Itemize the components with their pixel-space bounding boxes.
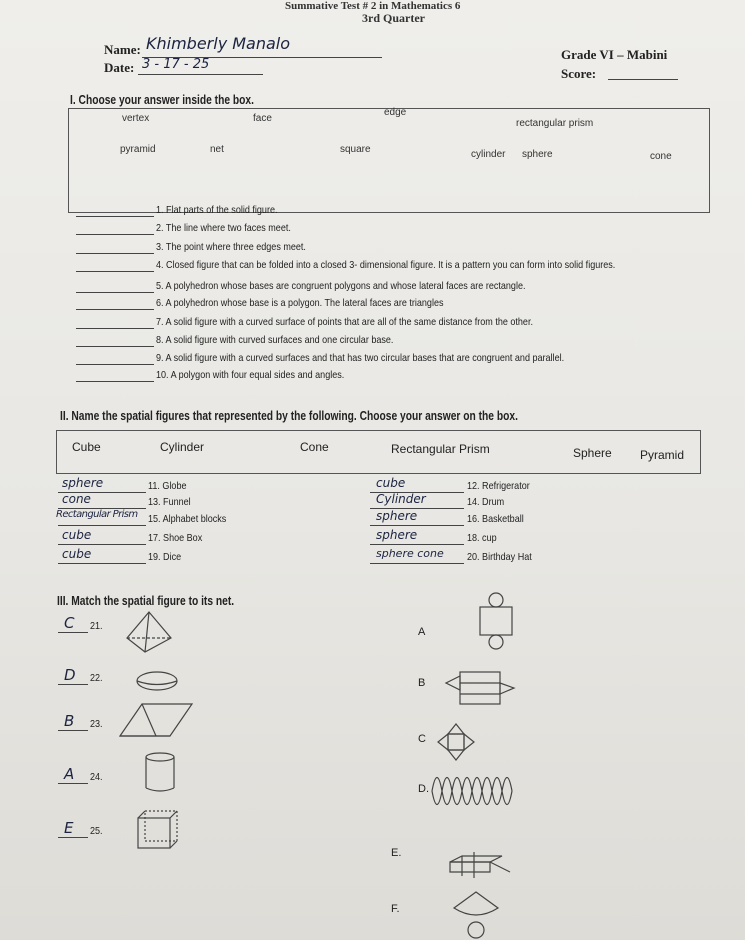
score-line xyxy=(608,79,678,80)
part2-item-label: 12. Refrigerator xyxy=(467,480,530,492)
part2-handwritten-answer: cube xyxy=(376,476,406,490)
question-4 xyxy=(156,259,615,271)
name-label: Name: xyxy=(104,42,141,57)
choice2-cylinder: Cylinder xyxy=(160,440,205,454)
question-2 xyxy=(156,222,291,234)
answer-line-7[interactable] xyxy=(76,328,154,329)
match-handwritten-answer: C xyxy=(64,614,75,632)
choice-sphere: sphere xyxy=(522,149,553,160)
question-text: Flat parts of the solid figure. xyxy=(166,204,278,216)
choice-cylinder: cylinder xyxy=(471,149,506,160)
match-handwritten-answer: E xyxy=(64,819,74,837)
net-a-cylinder xyxy=(476,590,516,652)
net-label-d: D. xyxy=(418,783,429,795)
match-item-number: 25. xyxy=(90,825,103,837)
match-item-number: 21. xyxy=(90,620,103,632)
question-8 xyxy=(156,334,393,346)
date-value: 3 - 17 - 25 xyxy=(142,57,210,72)
part2-handwritten-answer: sphere cone xyxy=(376,547,444,560)
match-item-number: 24. xyxy=(90,771,103,783)
net-c-pyramid xyxy=(436,722,476,762)
question-number: 8. xyxy=(156,334,164,346)
answer-line-8[interactable] xyxy=(76,346,154,347)
part2-handwritten-answer: sphere xyxy=(376,509,418,523)
question-text: A polygon with four equal sides and angles. xyxy=(170,369,345,381)
match-handwritten-answer: A xyxy=(64,765,75,783)
part2-handwritten-answer: cube xyxy=(62,528,92,542)
part2-handwritten-answer: Cylinder xyxy=(376,492,426,506)
answer-line-3[interactable] xyxy=(76,253,154,254)
part2-answer-line[interactable] xyxy=(58,525,146,526)
net-f-cone xyxy=(446,888,506,940)
question-text: A solid figure with curved surfaces and one circular base. xyxy=(165,334,394,346)
question-6 xyxy=(156,297,443,309)
date-label: Date: xyxy=(104,60,135,75)
cylinder-figure xyxy=(143,752,177,794)
part2-handwritten-answer: cone xyxy=(62,492,91,506)
choice-pyramid: pyramid xyxy=(120,144,156,155)
choice-face: face xyxy=(253,113,272,124)
part2-item-label: 13. Funnel xyxy=(148,496,191,508)
date-line xyxy=(138,74,263,75)
question-number: 10. xyxy=(156,369,169,381)
answer-line-5[interactable] xyxy=(76,292,154,293)
answer-line-2[interactable] xyxy=(76,234,154,235)
part2-handwritten-answer: sphere xyxy=(62,476,104,490)
question-text: The line where two faces meet. xyxy=(165,222,291,234)
net-d-sphere xyxy=(430,762,514,820)
part2-handwritten-answer: cube xyxy=(62,547,92,561)
match-answer-line[interactable] xyxy=(58,837,88,838)
test-title: Summative Test # 2 in Mathematics 6 xyxy=(285,0,461,12)
answer-line-6[interactable] xyxy=(76,309,154,310)
question-text: The point where three edges meet. xyxy=(165,241,306,253)
grade-section: Grade VI – Mabini xyxy=(561,47,668,62)
choice-edge: edge xyxy=(384,107,407,118)
part2-item-label: 17. Shoe Box xyxy=(148,532,203,544)
match-handwritten-answer: D xyxy=(64,666,76,684)
name-value: Khimberly Manalo xyxy=(146,34,291,53)
question-number: 1. xyxy=(156,204,164,216)
question-5 xyxy=(156,280,525,292)
question-text: A polyhedron whose base is a polygon. The lateral faces are triangles xyxy=(165,297,444,309)
part1-choice-box xyxy=(68,108,710,213)
choice-square: square xyxy=(340,144,371,155)
question-number: 2. xyxy=(156,222,164,234)
question-number: 4. xyxy=(156,259,164,271)
part2-item-label: 16. Basketball xyxy=(467,513,524,525)
part2-heading: II. Name the spatial figures that represented by the following. Choose your answer on the box. xyxy=(60,409,518,423)
match-answer-line[interactable] xyxy=(58,632,88,633)
part2-answer-line[interactable] xyxy=(370,544,464,545)
net-label-f: F. xyxy=(391,903,400,915)
net-label-c: C xyxy=(418,733,426,745)
answer-line-10[interactable] xyxy=(76,381,154,382)
part3-heading: III. Match the spatial figure to its net. xyxy=(57,594,235,608)
choice2-cone: Cone xyxy=(300,440,329,454)
triangular-prism-figure xyxy=(116,700,198,740)
question-7 xyxy=(156,316,533,328)
part2-answer-line[interactable] xyxy=(370,563,464,564)
question-number: 5. xyxy=(156,280,164,292)
choice-cone: cone xyxy=(650,151,672,162)
part2-item-label: 15. Alphabet blocks xyxy=(148,513,227,525)
answer-line-4[interactable] xyxy=(76,271,154,272)
question-number: 3. xyxy=(156,241,164,253)
choice2-cube: Cube xyxy=(72,440,101,454)
question-10 xyxy=(156,369,344,381)
choice2-sphere: Sphere xyxy=(573,446,612,460)
match-item-number: 23. xyxy=(90,718,103,730)
part2-item-label: 20. Birthday Hat xyxy=(467,551,532,563)
question-1 xyxy=(156,204,277,216)
question-text: A solid figure with a curved surface of points that are all of the same distance from the other. xyxy=(165,316,533,328)
question-number: 9. xyxy=(156,352,164,364)
part2-answer-line[interactable] xyxy=(370,525,464,526)
choice-net: net xyxy=(210,144,224,155)
choice2-pyramid: Pyramid xyxy=(640,448,685,462)
question-text: Closed figure that can be folded into a closed 3- dimensional figure. It is a pattern you can form into solid figures. xyxy=(166,259,616,271)
part1-heading: I. Choose your answer inside the box. xyxy=(70,93,254,107)
match-answer-line[interactable] xyxy=(58,684,88,685)
part2-item-label: 18. cup xyxy=(467,532,497,544)
part2-item-label: 14. Drum xyxy=(467,496,505,508)
part2-answer-line[interactable] xyxy=(58,544,146,545)
question-3 xyxy=(156,241,306,253)
match-handwritten-answer: B xyxy=(64,712,75,730)
part2-handwritten-answer: Rectangular Prism xyxy=(56,509,138,520)
question-number: 7. xyxy=(156,316,164,328)
score-label: Score: xyxy=(561,66,597,81)
net-label-b: B xyxy=(418,677,426,689)
part2-handwritten-answer: sphere xyxy=(376,528,418,542)
net-label-e: E. xyxy=(391,847,402,859)
match-answer-line[interactable] xyxy=(58,730,88,731)
choice2-rectangular-prism: Rectangular Prism xyxy=(391,442,490,456)
part2-item-label: 19. Dice xyxy=(148,551,182,563)
choice-vertex: vertex xyxy=(122,113,150,124)
net-b-triangular-prism xyxy=(444,666,516,712)
match-item-number: 22. xyxy=(90,672,103,684)
sphere-figure xyxy=(135,670,179,692)
question-number: 6. xyxy=(156,297,164,309)
answer-line-9[interactable] xyxy=(76,364,154,365)
pyramid-figure xyxy=(125,610,175,655)
cube-figure xyxy=(135,808,181,850)
choice-rectangular-prism: rectangular prism xyxy=(516,118,594,129)
net-label-a: A xyxy=(418,626,426,638)
part2-answer-line[interactable] xyxy=(58,563,146,564)
question-9 xyxy=(156,352,564,364)
part2-item-label: 11. Globe xyxy=(148,480,187,492)
net-e-cube xyxy=(444,848,516,882)
quarter-label: 3rd Quarter xyxy=(362,11,425,25)
match-answer-line[interactable] xyxy=(58,783,88,784)
answer-line-1[interactable] xyxy=(76,216,154,217)
question-text: A polyhedron whose bases are congruent polygons and whose lateral faces are rectangle. xyxy=(165,280,526,292)
question-text: A solid figure with a curved surfaces and that has two circular bases that are congruent and parallel. xyxy=(165,352,565,364)
